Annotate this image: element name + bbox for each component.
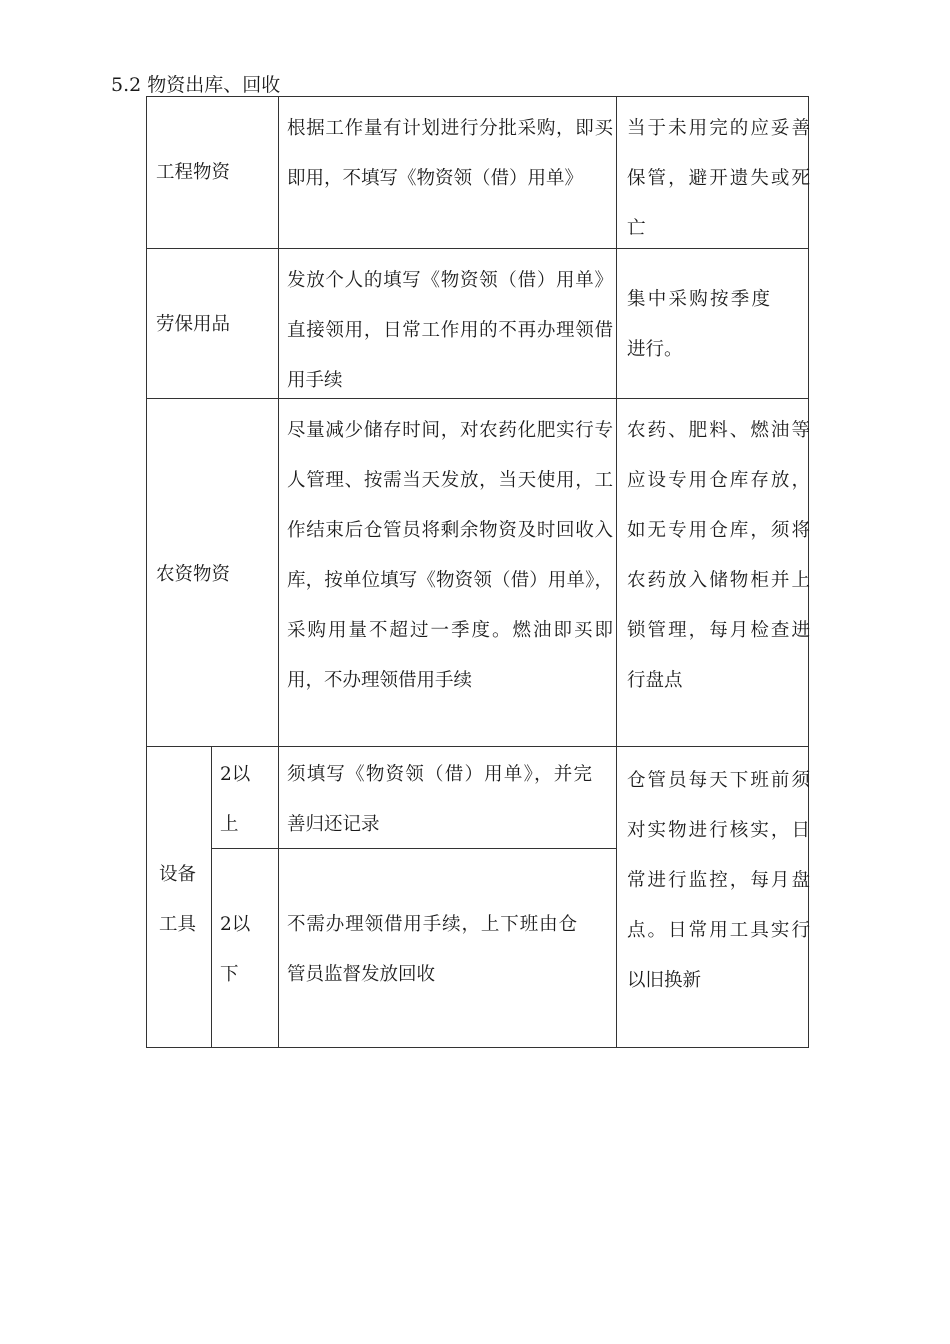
row-divider [146,248,809,249]
threshold-cell: 2以下 [220,914,251,985]
description-cell: 须填写《物资领（借）用单》，并完善归还记录 [287,764,592,835]
description-cell: 尽量减少储存时间，对农药化肥实行专人管理、按需当天发放，当天使用，工作结束后仓管员将剩余物资及时回收入库，按单位填写《物资领（借）用单》，采购用量不超过一季度。燃油即买即用，不办理领借用手续 [287,420,613,691]
table-border-left [146,96,147,1048]
col-divider [278,746,279,1048]
category-cell: 劳保用品 [156,314,231,335]
note-cell: 当于未用完的应妥善保管，避开遗失或死亡 [627,118,810,239]
table-border-top [146,96,809,97]
description-cell: 发放个人的填写《物资领（借）用单》直接领用，日常工作用的不再办理领借用手续 [287,270,613,391]
equipment-category-cell: 设备工具 [159,864,197,935]
note-cell: 仓管员每天下班前须对实物进行核实，日常进行监控，每月盘点。日常用工具实行以旧换新 [627,770,810,991]
table-border-bottom [146,1047,809,1048]
threshold-cell: 2以上 [220,764,251,835]
row-divider [146,746,809,747]
description-cell: 不需办理领借用手续，上下班由仓管员监督发放回收 [287,914,577,985]
row-divider [146,398,809,399]
section-heading: 5.2 物资出库、回收 [111,74,281,96]
note-cell: 农药、肥料、燃油等应设专用仓库存放，如无专用仓库，须将农药放入储物柜并上锁管理，每月检查进行盘点 [627,420,810,691]
col-divider [211,746,212,1048]
category-cell: 农资物资 [156,564,231,585]
col-divider [616,96,617,1048]
category-cell: 工程物资 [156,162,231,183]
materials-table [146,96,809,1048]
description-cell: 根据工作量有计划进行分批采购，即买即用，不填写《物资领（借）用单》 [287,118,613,189]
note-cell: 集中采购按季度进行。 [627,289,770,360]
col-divider [278,96,279,746]
